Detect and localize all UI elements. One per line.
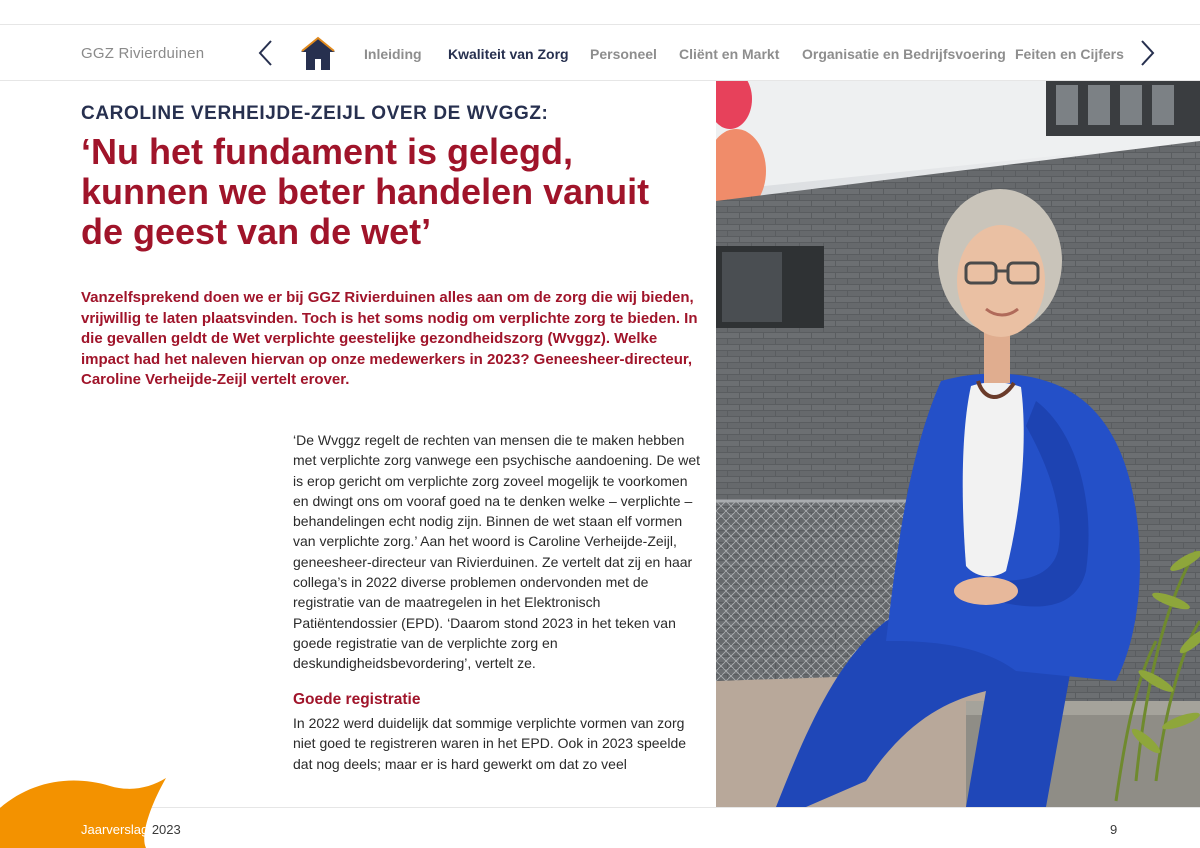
footer-year: 2023 <box>151 822 181 837</box>
article-body: ‘De Wvggz regelt de rechten van mensen die te maken hebben met verplichte zorg vanwege een psychische aandoening. De wet is erop gericht om verplichte zorg zoveel mogelijk te voorkomen en dwingt ons om vooraf goed na te denken welke – verplichte – behandelingen echt nodig zijn. Binnen de wet staan elf vormen van verplichte zorg.’ Aan het woord is Caroline Verheijde-Zeijl, geneesheer-directeur van Rivierduinen. Ze vertelt dat zij en haar collega’s in 2022 diverse problemen ondervonden met de registratie van de maatregelen in het Elektronisch Patiëntendossier (EPD). ‘Daarom stond 2023 in het teken van goede registratie van de verplichte zorg en deskundigheidsbevordering’, vertelt ze. <box>293 432 701 672</box>
article-body-continued: In 2022 werd duidelijk dat sommige verplichte vormen van zorg niet goed te registreren waren in het EPD. Ook in 2023 speelde dat nog deels; maar er is hard gewerkt om dat zo veel <box>293 715 687 772</box>
footer-report-name: Jaarverslag <box>81 822 149 837</box>
section-heading: Goede registratie <box>293 691 421 708</box>
chevron-left-icon[interactable] <box>255 39 277 67</box>
nav-item-client-en-markt[interactable]: Cliënt en Markt <box>679 46 780 62</box>
nav-item-organisatie-en-bedrijfsvoering[interactable]: Organisatie en Bedrijfsvoering <box>802 46 1006 62</box>
brand-name[interactable]: GGZ Rivierduinen <box>81 45 205 62</box>
article-intro: Vanzelfsprekend doen we er bij GGZ Rivierduinen alles aan om de zorg die wij bieden, vrijwillig te laten plaatsvinden. Toch is het soms nodig om verplichte zorg te bieden. In die gevallen geldt de Wet verplichte geestelijke gezondheidszorg (Wvggz). Welke impact had het naleven hiervan op onze medewerkers in 2023? Geneesheer-directeur, Caroline Verheijde-Zeijl vertelt erover. <box>81 289 698 388</box>
flag-shape-icon <box>0 776 170 848</box>
portrait-photo <box>716 81 1200 807</box>
page-number: 9 <box>1110 822 1118 837</box>
footer-label <box>81 822 181 837</box>
top-navigation-bar <box>0 24 1200 81</box>
nav-item-personeel[interactable]: Personeel <box>590 46 657 62</box>
article-kicker: CAROLINE VERHEIJDE-ZEIJL OVER DE WVGGZ: <box>81 103 549 124</box>
chevron-right-icon[interactable] <box>1136 39 1158 67</box>
portrait-illustration <box>716 81 1200 807</box>
nav-item-kwaliteit-van-zorg[interactable]: Kwaliteit van Zorg <box>448 46 569 62</box>
article-headline: ‘Nu het fundament is gelegd, kunnen we beter handelen vanuit de geest van de wet’ <box>81 131 650 252</box>
nav-item-inleiding[interactable]: Inleiding <box>364 46 422 62</box>
home-icon[interactable] <box>299 35 337 71</box>
nav-item-feiten-en-cijfers[interactable]: Feiten en Cijfers <box>1015 46 1124 62</box>
footer-divider <box>0 807 1200 808</box>
